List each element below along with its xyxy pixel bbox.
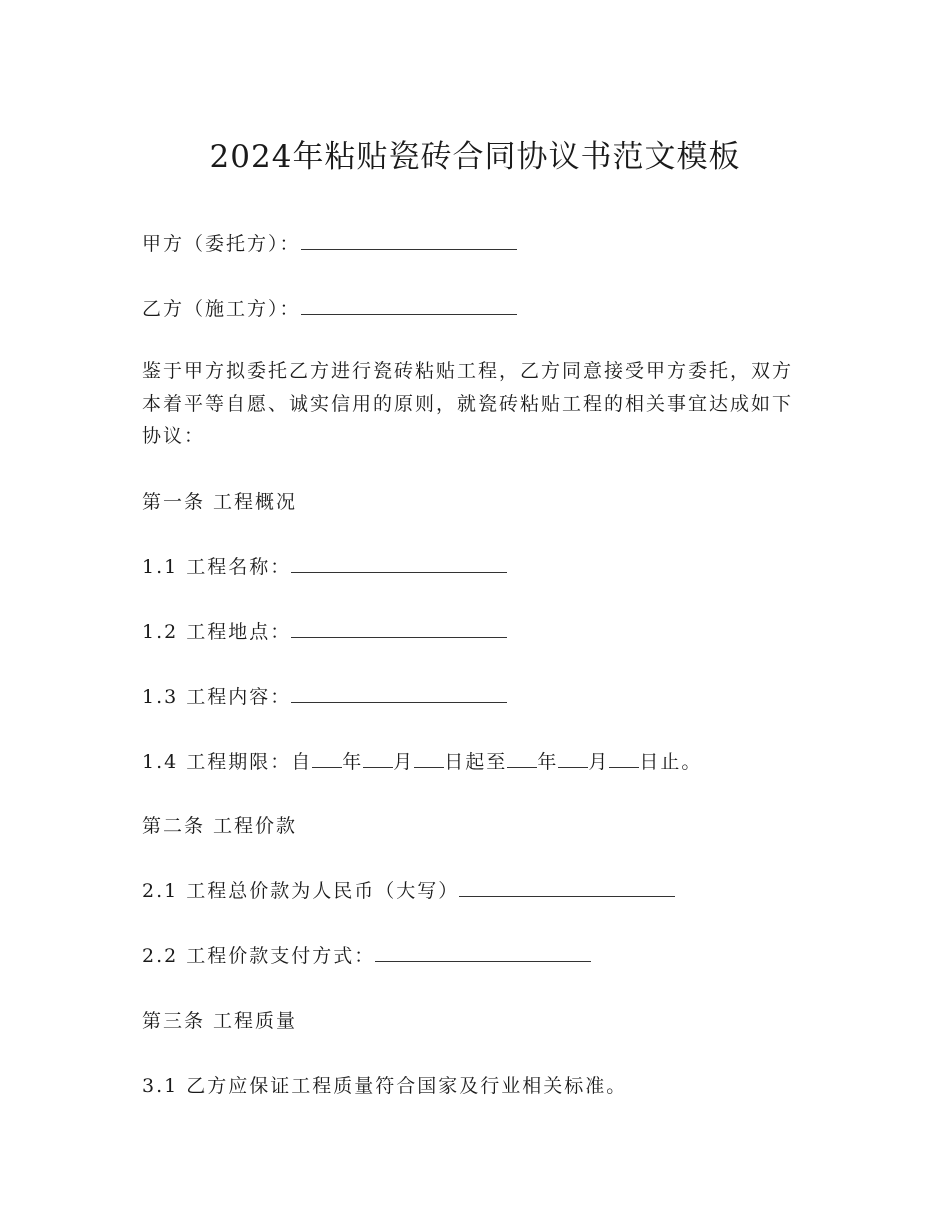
item-1-4-line [142, 746, 702, 778]
party-b-blank [301, 294, 517, 315]
article-3-heading: 第三条 工程质量 [142, 1010, 298, 1032]
item-1-3-blank [291, 682, 507, 703]
item-2-2-line [142, 940, 591, 972]
start-year-label: 年 [342, 751, 364, 773]
party-a-blank [301, 229, 517, 250]
item-1-3-label: 1.3 工程内容： [142, 686, 292, 708]
party-a-label: 甲方（委托方）： [142, 233, 301, 255]
item-1-2-label: 1.2 工程地点： [142, 621, 292, 643]
start-month-blank [363, 747, 393, 768]
item-1-2-blank [291, 617, 507, 638]
document-title: 2024年粘贴瓷砖合同协议书范文模板 [209, 139, 741, 175]
item-1-4-prefix: 1.4 工程期限：自 [142, 751, 313, 773]
start-year-blank [312, 747, 342, 768]
party-b-label: 乙方（施工方）： [142, 298, 301, 320]
item-1-3-line [142, 681, 507, 713]
item-1-2-line [142, 616, 507, 648]
start-month-label: 月 [393, 751, 415, 773]
item-2-1-line [142, 875, 675, 907]
item-1-1-label: 1.1 工程名称： [142, 556, 292, 578]
end-year-blank [507, 747, 537, 768]
preamble-paragraph: 鉴于甲方拟委托乙方进行瓷砖粘贴工程，乙方同意接受甲方委托，双方本着平等自愿、诚实信用的原则，就瓷砖粘贴工程的相关事宜达成如下协议： [142, 360, 794, 447]
end-day-blank [609, 747, 639, 768]
item-2-2-blank [375, 941, 591, 962]
end-month-label: 月 [588, 751, 610, 773]
item-2-1-label: 2.1 工程总价款为人民币（大写） [142, 880, 460, 902]
end-month-blank [558, 747, 588, 768]
end-day-label: 日止。 [639, 751, 703, 773]
article-1-heading: 第一条 工程概况 [142, 491, 298, 513]
item-2-2-label: 2.2 工程价款支付方式： [142, 945, 376, 967]
start-day-blank [414, 747, 444, 768]
end-year-label: 年 [537, 751, 559, 773]
item-2-1-blank [459, 876, 675, 897]
item-1-1-line [142, 551, 507, 583]
item-3-1-line: 3.1 乙方应保证工程质量符合国家及行业相关标准。 [142, 1075, 628, 1097]
party-a-line [142, 228, 517, 260]
article-2-heading: 第二条 工程价款 [142, 815, 298, 837]
item-1-1-blank [291, 552, 507, 573]
start-day-label: 日起至 [444, 751, 508, 773]
party-b-line [142, 293, 517, 325]
